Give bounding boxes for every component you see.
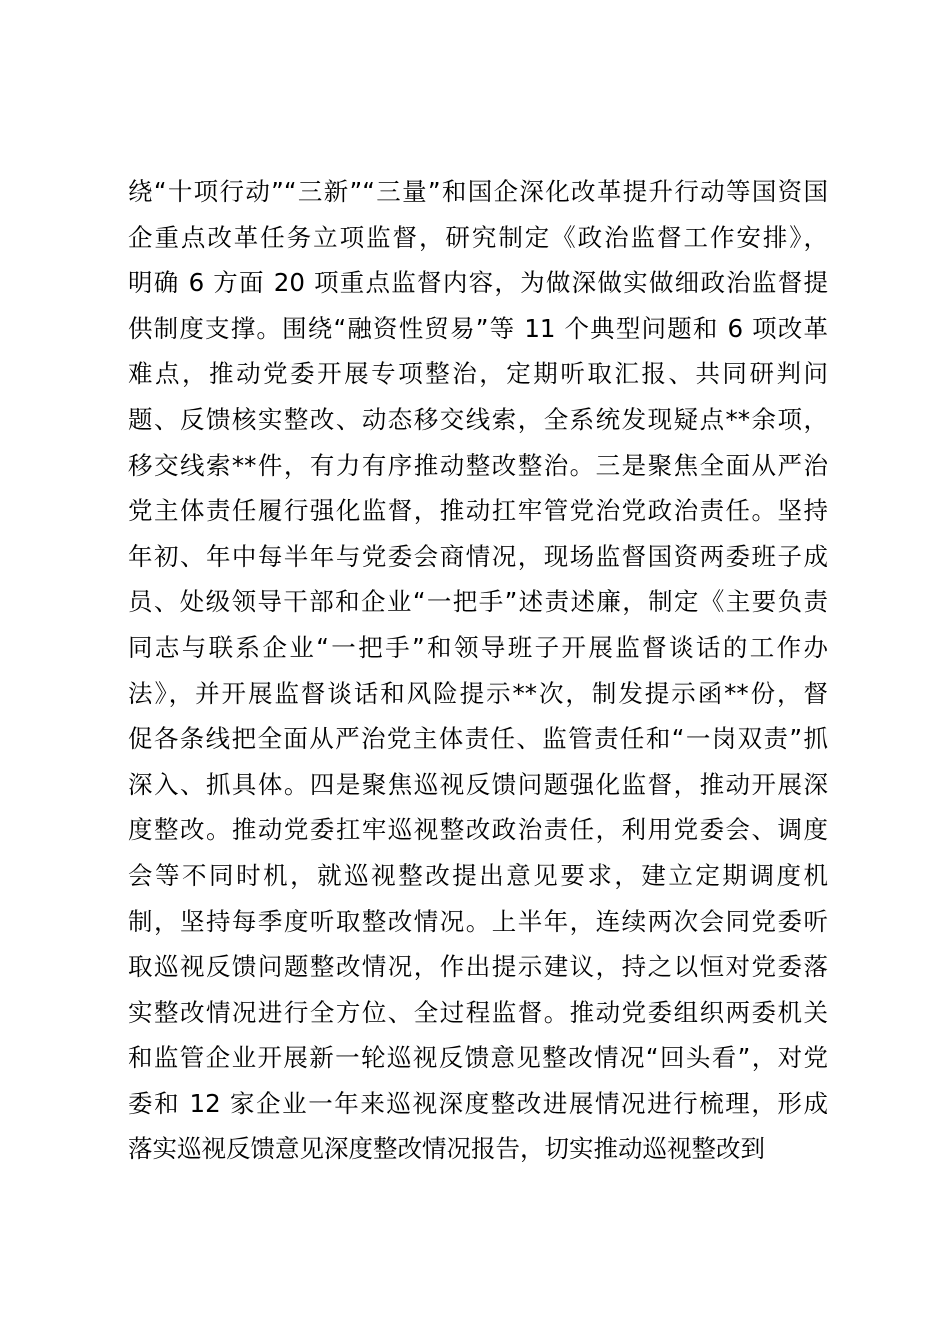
text-line: 会等不同时机，就巡视整改提出意见要求，建立定期调度机: [128, 860, 828, 890]
text-line: 供制度支撑。围绕“融资性贸易”等 11 个典型问题和 6 项改革: [128, 313, 828, 343]
text-line: 企重点改革任务立项监督，研究制定《政治监督工作安排》，: [128, 222, 828, 252]
text-line: 落实巡视反馈意见深度整改情况报告，切实推动巡视整改到: [128, 1134, 765, 1164]
text-line: 年初、年中每半年与党委会商情况，现场监督国资两委班子成: [128, 541, 828, 571]
text-line: 移交线索**件，有力有序推动整改整治。三是聚焦全面从严治: [128, 450, 828, 480]
text-line: 法》，并开展监督谈话和风险提示**次，制发提示函**份，督: [128, 678, 828, 708]
text-line: 深入、抓具体。四是聚焦巡视反馈问题强化监督，推动开展深: [128, 769, 828, 799]
text-line: 绕“十项行动”“三新”“三量”和国企深化改革提升行动等国资国: [128, 177, 828, 206]
text-line: 制，坚持每季度听取整改情况。上半年，连续两次会同党委听: [128, 906, 828, 936]
text-line: 难点，推动党委开展专项整治，定期听取汇报、共同研判问: [128, 359, 828, 389]
text-line: 度整改。推动党委扛牢巡视整改政治责任，利用党委会、调度: [128, 815, 828, 845]
text-line: 明确 6 方面 20 项重点监督内容，为做深做实做细政治监督提: [128, 268, 828, 298]
text-line: 取巡视反馈问题整改情况，作出提示建议，持之以恒对党委落: [128, 952, 828, 982]
body-paragraph: [128, 169, 828, 1172]
text-line: 党主体责任履行强化监督，推动扛牢管党治党政治责任。坚持: [128, 496, 828, 526]
text-line: 和监管企业开展新一轮巡视反馈意见整改情况“回头看”，对党: [128, 1043, 828, 1073]
text-line: 同志与联系企业“一把手”和领导班子开展监督谈话的工作办: [128, 632, 828, 662]
text-line: 题、反馈核实整改、动态移交线索，全系统发现疑点**余项，: [128, 404, 828, 434]
text-line: 促各条线把全面从严治党主体责任、监管责任和“一岗双责”抓: [128, 724, 828, 754]
text-line: 实整改情况进行全方位、全过程监督。推动党委组织两委机关: [128, 997, 828, 1027]
text-line: 委和 12 家企业一年来巡视深度整改进展情况进行梳理，形成: [128, 1088, 828, 1118]
text-line: 员、处级领导干部和企业“一把手”述责述廉，制定《主要负责: [128, 587, 828, 617]
